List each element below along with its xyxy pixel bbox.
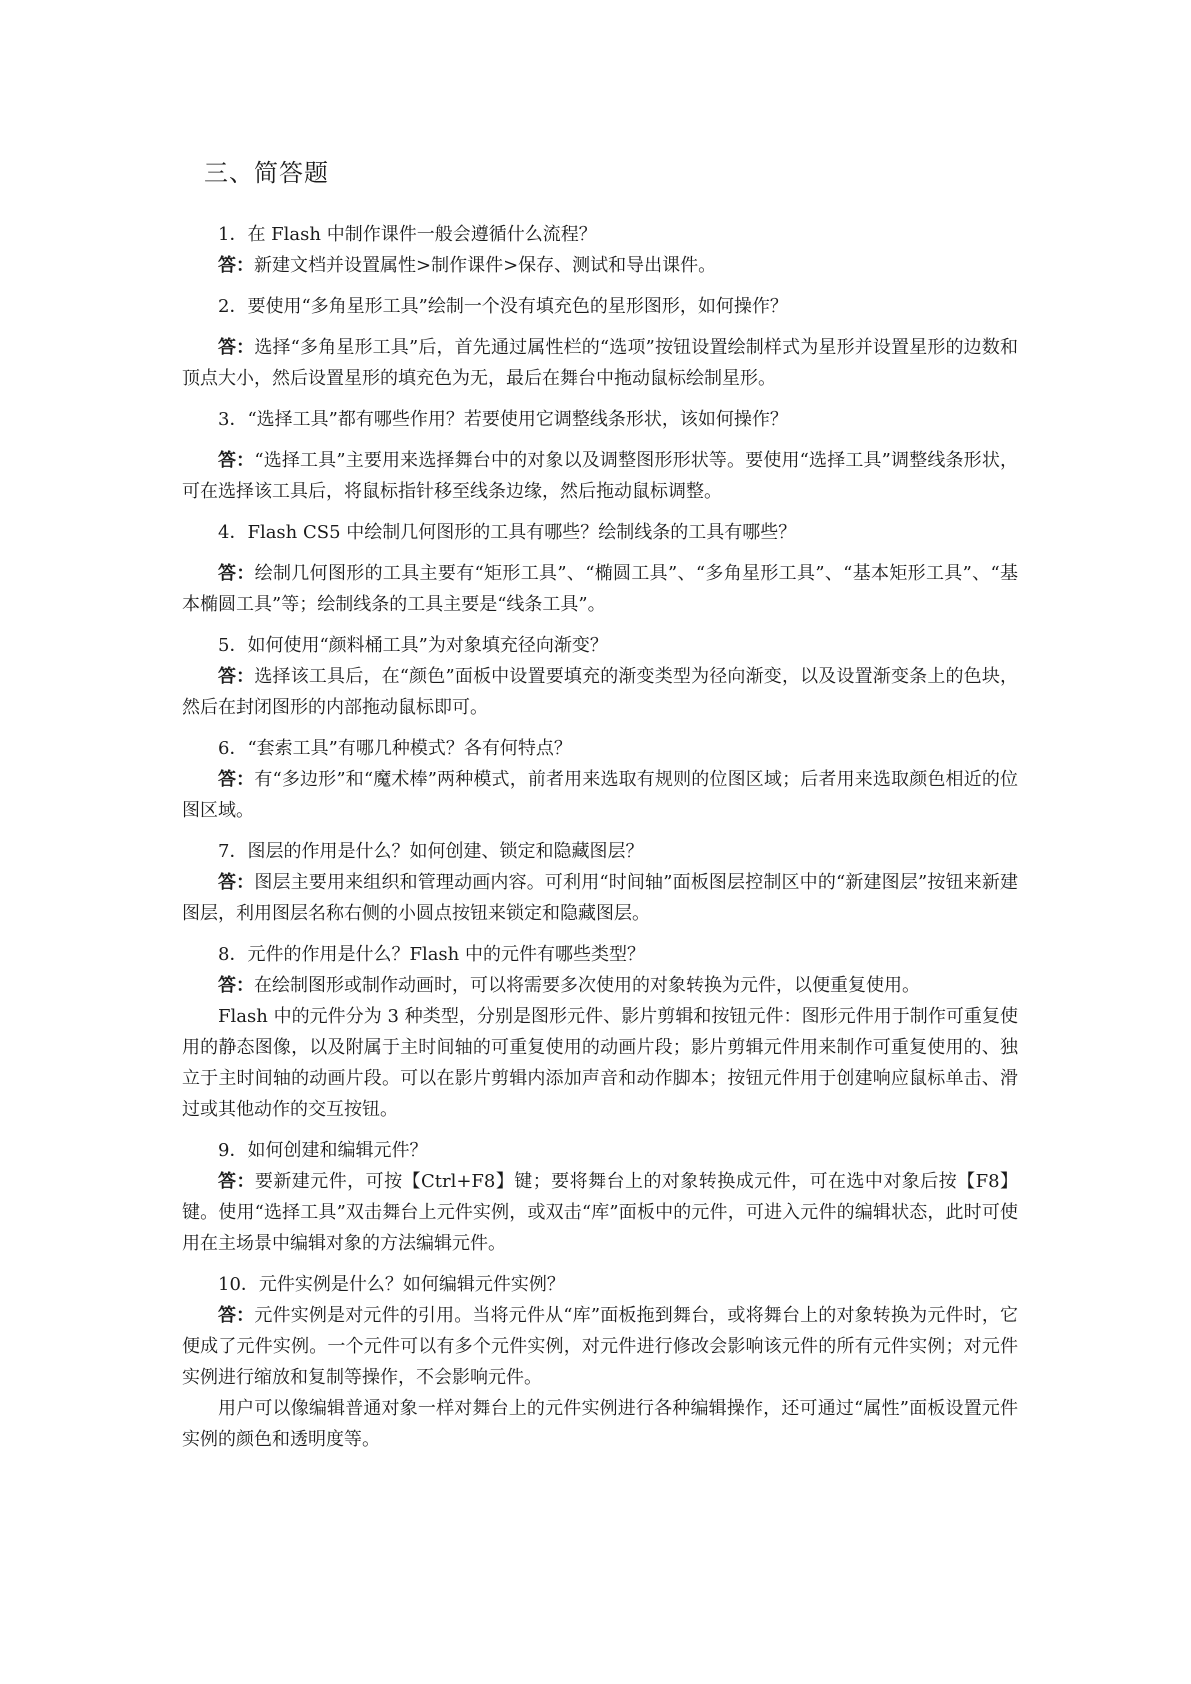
answer-label: 答：	[218, 872, 255, 893]
answer-paragraph	[182, 764, 1018, 826]
question-text: 5．如何使用“颜料桶工具”为对象填充径向渐变？	[218, 635, 608, 656]
answer-paragraph	[182, 445, 1018, 507]
question-text: 8．元件的作用是什么？Flash 中的元件有哪些类型？	[218, 944, 645, 965]
question-text: 10．元件实例是什么？如何编辑元件实例？	[218, 1274, 565, 1295]
answer	[182, 661, 1018, 723]
question-text: 2．要使用“多角星形工具”绘制一个没有填充色的星形图形，如何操作？	[218, 296, 788, 317]
qa-item	[182, 836, 1018, 929]
section-title: 三、简答题	[204, 159, 329, 187]
qa-item	[182, 291, 1018, 394]
qa-item	[182, 939, 1018, 1125]
answer-text: 元件实例是对元件的引用。当将元件从“库”面板拖到舞台，或将舞台上的对象转换为元件时，它便成了元件实例。一个元件可以有多个元件实例，对元件进行修改会影响该元件的所有元件实例；对元件实例进行缩放和复制等操作，不会影响元件。	[182, 1305, 1019, 1388]
answer	[182, 764, 1018, 826]
answer	[182, 250, 1018, 281]
answer-label: 答：	[218, 769, 255, 790]
answer-paragraph	[182, 250, 1018, 281]
question-text: 1．在 Flash 中制作课件一般会遵循什么流程？	[218, 224, 597, 245]
qa-item	[182, 219, 1018, 281]
answer-paragraph	[182, 1300, 1018, 1393]
answer-text: 用户可以像编辑普通对象一样对舞台上的元件实例进行各种编辑操作，还可通过“属性”面板设置元件实例的颜色和透明度等。	[182, 1398, 1018, 1450]
answer-paragraph	[182, 1393, 1018, 1455]
answer	[182, 445, 1018, 507]
answer-label: 答：	[218, 563, 255, 584]
qa-item	[182, 1135, 1018, 1259]
answer-text: 有“多边形”和“魔术棒”两种模式，前者用来选取有规则的位图区域；后者用来选取颜色相近的位图区域。	[182, 769, 1019, 821]
answer-paragraph	[182, 970, 1018, 1001]
answer-text: 在绘制图形或制作动画时，可以将需要多次使用的对象转换为元件，以便重复使用。	[254, 975, 920, 996]
answer-label: 答：	[218, 255, 254, 276]
answer-paragraph	[182, 661, 1018, 723]
answer-paragraph	[182, 558, 1018, 620]
qa-list	[182, 219, 1018, 1455]
qa-item	[182, 517, 1018, 620]
answer-label: 答：	[218, 666, 255, 687]
answer-paragraph	[182, 867, 1018, 929]
answer-text: Flash 中的元件分为 3 种类型，分别是图形元件、影片剪辑和按钮元件：图形元件用于制作可重复使用的静态图像，以及附属于主时间轴的可重复使用的动画片段；影片剪辑元件用来制作可重复使用的、独立于主时间轴的动画片段。可以在影片剪辑内添加声音和动作脚本；按钮元件用于创建响应鼠标单击、滑过或其他动作的交互按钮。	[182, 1006, 1018, 1120]
question-text: 7．图层的作用是什么？如何创建、锁定和隐藏图层？	[218, 841, 644, 862]
answer	[182, 970, 1018, 1125]
question-text: 9．如何创建和编辑元件？	[218, 1140, 428, 1161]
answer-paragraph	[182, 1001, 1018, 1125]
question-text: 4．Flash CS5 中绘制几何图形的工具有哪些？绘制线条的工具有哪些？	[218, 522, 797, 543]
answer-text: 要新建元件，可按【Ctrl+F8】键；要将舞台上的对象转换成元件，可在选中对象后按【F8】键。使用“选择工具”双击舞台上元件实例，或双击“库”面板中的元件，可进入元件的编辑状态，此时可使用在主场景中编辑对象的方法编辑元件。	[182, 1171, 1018, 1254]
answer	[182, 332, 1018, 394]
question-text: 6．“套索工具”有哪几种模式？各有何特点？	[218, 738, 572, 759]
answer	[182, 867, 1018, 929]
answer-text: 新建文档并设置属性>制作课件>保存、测试和导出课件。	[254, 255, 717, 276]
answer-text: 选择“多角星形工具”后，首先通过属性栏的“选项”按钮设置绘制样式为星形并设置星形的边数和顶点大小，然后设置星形的填充色为无，最后在舞台中拖动鼠标绘制星形。	[182, 337, 1019, 389]
answer	[182, 1300, 1018, 1455]
question-text: 3．“选择工具”都有哪些作用？若要使用它调整线条形状，该如何操作？	[218, 409, 788, 430]
answer-paragraph	[182, 332, 1018, 394]
answer-text: “选择工具”主要用来选择舞台中的对象以及调整图形形状等。要使用“选择工具”调整线条形状，可在选择该工具后，将鼠标指针移至线条边缘，然后拖动鼠标调整。	[182, 450, 1019, 502]
qa-item	[182, 630, 1018, 723]
answer-label: 答：	[218, 1305, 255, 1326]
answer-text: 选择该工具后，在“颜色”面板中设置要填充的渐变类型为径向渐变，以及设置渐变条上的色块，然后在封闭图形的内部拖动鼠标即可。	[182, 666, 1019, 718]
answer-text: 绘制几何图形的工具主要有“矩形工具”、“椭圆工具”、“多角星形工具”、“基本矩形工具”、“基本椭圆工具”等；绘制线条的工具主要是“线条工具”。	[182, 563, 1018, 615]
qa-item	[182, 733, 1018, 826]
answer	[182, 558, 1018, 620]
qa-item	[182, 1269, 1018, 1455]
answer-text: 图层主要用来组织和管理动画内容。可利用“时间轴”面板图层控制区中的“新建图层”按钮来新建图层，利用图层名称右侧的小圆点按钮来锁定和隐藏图层。	[182, 872, 1019, 924]
answer-paragraph	[182, 1166, 1018, 1259]
answer-label: 答：	[218, 337, 255, 358]
answer-label: 答：	[218, 450, 255, 471]
qa-item	[182, 404, 1018, 507]
answer-label: 答：	[218, 1171, 255, 1192]
answer	[182, 1166, 1018, 1259]
answer-label: 答：	[218, 975, 254, 996]
